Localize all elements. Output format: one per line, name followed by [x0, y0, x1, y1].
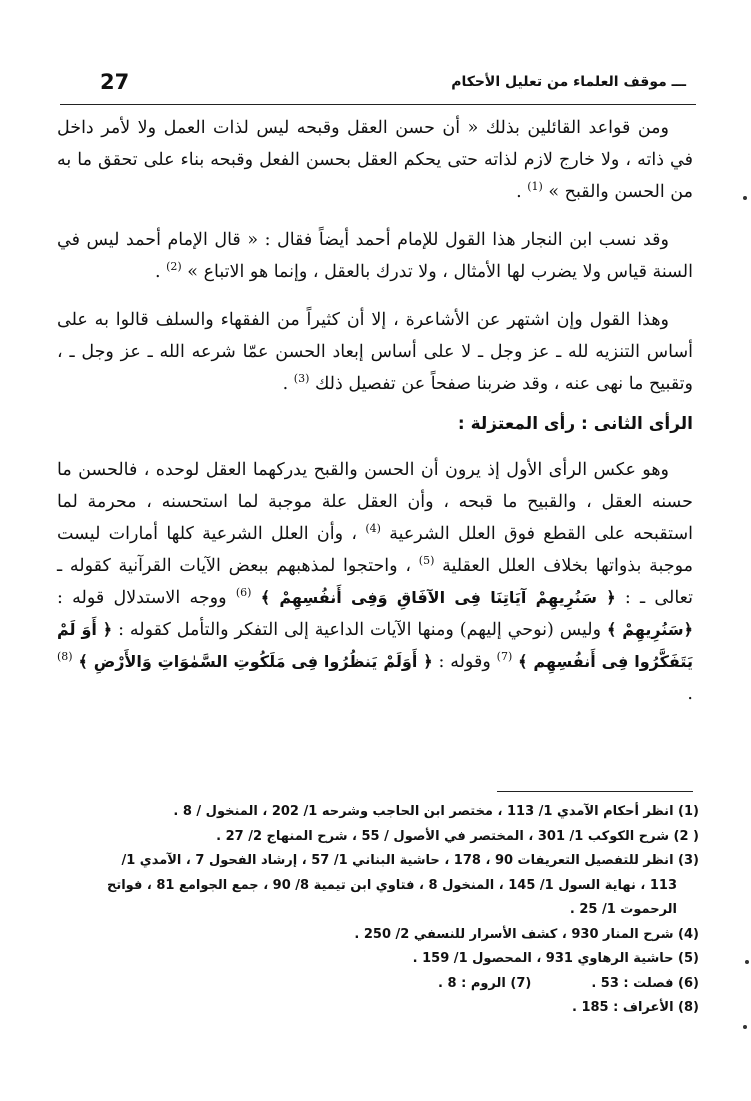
paragraph-1: ومن قواعد القائلين بذلك « أن حسن العقل وقبحه ليس لذات العمل ولا لأمر داخل في ذاته ، ولا خارج لازم لذاته حتى يحكم العقل بحسن الفعل وقبحه بناء على تحقق ما به من الحسن والقبح » $^{(1)}$ . [57, 118, 693, 202]
quran-verse-4: ﴿ أَوَلَمْ يَنظُرُوا فِى مَلَكُوتِ السَّمٰوَاتِ وَالأَرْضِ ﴾ [78, 652, 433, 671]
footnotes [57, 800, 699, 1021]
footnote-2: ( 2) شرح الكوكب 1/ 301 ، المختصر في الأصول / 55 ، شرح المنهاج 2/ 27 . [216, 828, 699, 844]
running-title-text: موقف العلماء من تعليل الأحكام [451, 74, 667, 90]
footnote-6: (6) فصلت : 53 . [591, 975, 699, 991]
footnote-mark-5: (5) [418, 554, 435, 568]
footnote-mark-8: (8) [57, 650, 73, 664]
paragraph-2: وقد نسب ابن النجار هذا القول للإمام أحمد أيضاً فقال : « قال الإمام أحمد ليس في السنة قياس ولا يضرب لها الأمثال ، ولا تدرك بالعقل ، وإنما هو الاتباع » $^{(2)}$ . [57, 230, 693, 282]
scan-speck [743, 196, 747, 200]
footnote-mark-7: (7) [496, 650, 513, 664]
quran-verse-2: ﴿سَنُرِيهِمْ ﴾ [607, 620, 693, 639]
footnote-mark-6: (6) [235, 586, 252, 600]
section-heading: الرأى الثانى : رأى المعتزلة : [457, 414, 693, 434]
footnote-3: (3) انظر للتفصيل التعريفات 90 ، 178 ، حاشية البناني 1/ 57 ، إرشاد الفحول 7 ، الآمدي 1/ [121, 853, 699, 868]
paragraph-3: وهذا القول وإن اشتهر عن الأشاعرة ، إلا أن كثيراً من الفقهاء والسلف قالوا به على أساس التنزيه لله ـ عز وجل ـ لا على أساس إبعاد الحسن عمّا شرعه الله ـ عز وجل ـ ، وتقبيح ما نهى عنه ، وقد ضربنا صفحاً عن تفصيل ذلك $^{(3)}$ . [57, 310, 693, 394]
header-dash: ـــ [671, 74, 686, 90]
footnote-mark-2: (2) [166, 260, 182, 274]
footnote-mark-1: (1) [527, 180, 543, 194]
footnote-3-continued: 113 ، نهاية السول 1/ 145 ، المنخول 8 ، فتاوي ابن تيمية 8/ 90 ، جمع الجوامع 81 ، فواتح الرحموت 1/ 25 . [106, 877, 677, 917]
footnote-7: (7) الروم : 8 . [438, 975, 532, 991]
footnote-4: (4) شرح المنار 930 ، كشف الأسرار للنسفي 2/ 250 . [354, 926, 699, 942]
footnote-divider [497, 791, 693, 792]
footnote-5: (5) حاشية الرهاوي 931 ، المحصول 1/ 159 . [412, 951, 699, 966]
page-header [60, 68, 696, 105]
footnote-mark-4: (4) [365, 522, 381, 536]
footnote-mark-3: (3) [293, 372, 310, 386]
page-number: 27 [100, 70, 130, 94]
footnote-8: (8) الأعراف : 185 . [572, 1000, 699, 1015]
paragraph-4: وهو عكس الرأى الأول إذ يرون أن الحسن والقبح يدركهما العقل لوحده ، فالحسن ما حسنه العقل ، والقبيح ما قبحه ، وأن العقل علة موجبة لما استحسنه ، محرمة لما استقبحه على القطع فوق العلل الشرعية $^{(4)}$ ، وأن العلل الشرعية كلها أمارات ليست موجبة بذواتها بخلاف العلل العقلية $^{(5)}$ ، واحتجوا لمذهبهم ببعض الآيات القرآنية كقوله ـ تعالى ـ : ﴿ سَنُرِيهِمْ آيَاتِنَا فِى الآفَاقِ وَفِى أَنفُسِهِمْ ﴾ $^{(6)}$ ووجه الاستدلال قوله : ﴿سَنُرِيهِمْ ﴾ وليس (نوحي إليهم) ومنها الآيات الداعية إلى التفكر والتأمل كقوله : ﴿ أَوَ لَمْ يَتَفَكَّرُوا فِى أَنفُسِهِم ﴾ $^{(7)}$ وقوله : ﴿ أَوَلَمْ يَنظُرُوا فِى مَلَكُوتِ السَّمٰوَاتِ وَالأَرْضِ ﴾ $^{(8)}$ . [57, 460, 693, 704]
quran-verse-3: ﴿ أَوَ لَمْ يَتَفَكَّرُوا فِى أَنفُسِهِم ﴾ [57, 620, 693, 671]
footnote-row-6-7 [57, 972, 699, 997]
body-text [57, 112, 693, 726]
quran-verse-1: ﴿ سَنُرِيهِمْ آيَاتِنَا فِى الآفَاقِ وَفِى أَنفُسِهِمْ ﴾ [260, 588, 616, 607]
running-title [451, 74, 686, 90]
footnote-1: (1) انظر أحكام الآمدي 1/ 113 ، مختصر ابن الحاجب وشرحه 1/ 202 ، المنخول / 8 . [173, 804, 699, 819]
scan-speck [743, 1025, 747, 1029]
scan-speck [745, 960, 749, 964]
